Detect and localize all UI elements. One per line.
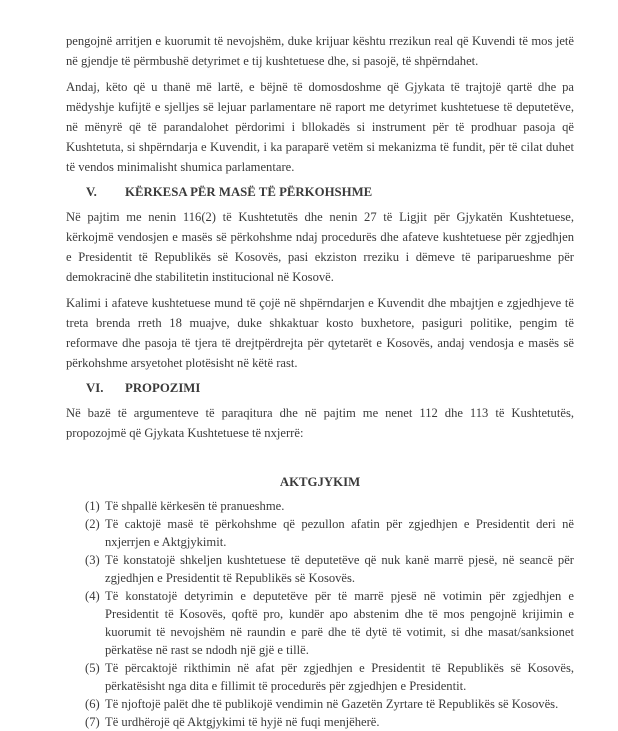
judgment-item xyxy=(85,713,574,731)
item-number: (4) xyxy=(85,589,100,603)
item-text: Të shpallë kërkesën të pranueshme. xyxy=(105,499,285,513)
item-text: Të urdhërojë që Aktgjykimi të hyjë në fuqi menjëherë. xyxy=(105,715,380,729)
paragraph-intro: pengojnë arritjen e kuorumit të nevojshëm, duke krijuar kështu rrezikun real që Kuvendi të mos jetë në gjendje të përmbushë detyrimet e tij kushtetuese dhe, si pasojë, të shpërndahet. xyxy=(66,34,574,68)
judgment-item xyxy=(85,497,574,515)
section-vi-number: VI. xyxy=(86,381,104,395)
item-number: (5) xyxy=(85,661,100,675)
item-text: Të përcaktojë rikthimin në afat për zgjedhjen e Presidentit të Republikës së Kosovës, përkatësisht nga dita e fillimit të procedurës për zgjedhjen e Presidentit. xyxy=(105,661,574,693)
item-number: (2) xyxy=(85,517,100,531)
judgment-list xyxy=(85,497,574,731)
section-v-number: V. xyxy=(86,185,97,199)
item-text: Të njoftojë palët dhe të publikojë vendimin në Gazetën Zyrtare të Republikës së Kosovës. xyxy=(105,697,559,711)
judgment-item xyxy=(85,659,574,695)
judgment-item xyxy=(85,515,574,551)
item-number: (1) xyxy=(85,499,100,513)
section-vi-title: PROPOZIMI xyxy=(125,381,201,395)
section-v-title: KËRKESA PËR MASË TË PËRKOHSHME xyxy=(125,185,373,199)
paragraph-v-1: Në pajtim me nenin 116(2) të Kushtetutës dhe nenin 27 të Ligjit për Gjykatën Kushtetuese, kërkojmë vendosjen e masës së përkohshme ndaj procedurës dhe afateve kushtetuese për zgjedhjen e Presidentit të Republikës së Kosovës, pasi ekziston rreziku i dëmeve të pariparueshme për demokracinë dhe stabilitetin institucional në Kosovë. xyxy=(66,210,574,284)
judgment-item xyxy=(85,587,574,659)
item-text: Të konstatojë shkeljen kushtetuese të deputetëve që nuk kanë marrë pjesë, në seancë për zgjedhjen e Presidentit të Republikës së Kosovës. xyxy=(105,553,574,585)
judgment-title: AKTGJYKIM xyxy=(279,475,361,489)
item-number: (3) xyxy=(85,553,100,567)
judgment-item xyxy=(85,695,574,713)
item-text: Të konstatojë detyrimin e deputetëve për të marrë pjesë në votimin për zgjedhjen e Presidentit të Kosovës, qoftë pro, kundër apo abstenim dhe të mos pengojnë krijimin e kuorumit të nevojshëm në raundin e parë dhe të dytë të votimit, si dhe masat/sanksionet përkatëse në rast se ndodh një gjë e tillë. xyxy=(105,589,574,657)
paragraph-v-2: Kalimi i afateve kushtetuese mund të çojë në shpërndarjen e Kuvendit dhe mbajtjen e zgjedhjeve të treta brenda rreth 18 muajve, duke shkaktuar kosto buxhetore, pasiguri politike, pengim të reformave dhe pasoja të tjera të drejtpërdrejta për qytetarët e Kosovës, andaj vendosja e masës së përkohshme arsyetohet plotësisht në këtë rast. xyxy=(66,296,574,370)
section-vi-heading xyxy=(66,379,574,397)
paragraph-vi-1: Në bazë të argumenteve të paraqitura dhe në pajtim me nenet 112 dhe 113 të Kushtetutës, propozojmë që Gjykata Kushtetuese të nxjerrë: xyxy=(66,406,574,440)
item-number: (6) xyxy=(85,697,100,711)
judgment-item xyxy=(85,551,574,587)
item-text: Të caktojë masë të përkohshme që pezullon afatin për zgjedhjen e Presidentit deri në nxjerrjen e Aktgjykimit. xyxy=(105,517,574,549)
item-number: (7) xyxy=(85,715,100,729)
section-v-heading xyxy=(66,183,574,201)
paragraph-andaj: Andaj, këto që u thanë më lartë, e bëjnë të domosdoshme që Gjykata të trajtojë qartë dhe pa mëdyshje kufijtë e sjelljes së lejuar parlamentare në raport me detyrimet kushtetuese të deputetëve, në mënyrë që të parandalohet përdorimi i bllokadës si instrument për të prodhuar pasoja që Kushtetuta, si shpërndarja e Kuvendit, i ka paraparë vetëm si mekanizma të fundit, për të cilat duhet të vendos minimalisht shumica parlamentare. xyxy=(66,80,574,174)
